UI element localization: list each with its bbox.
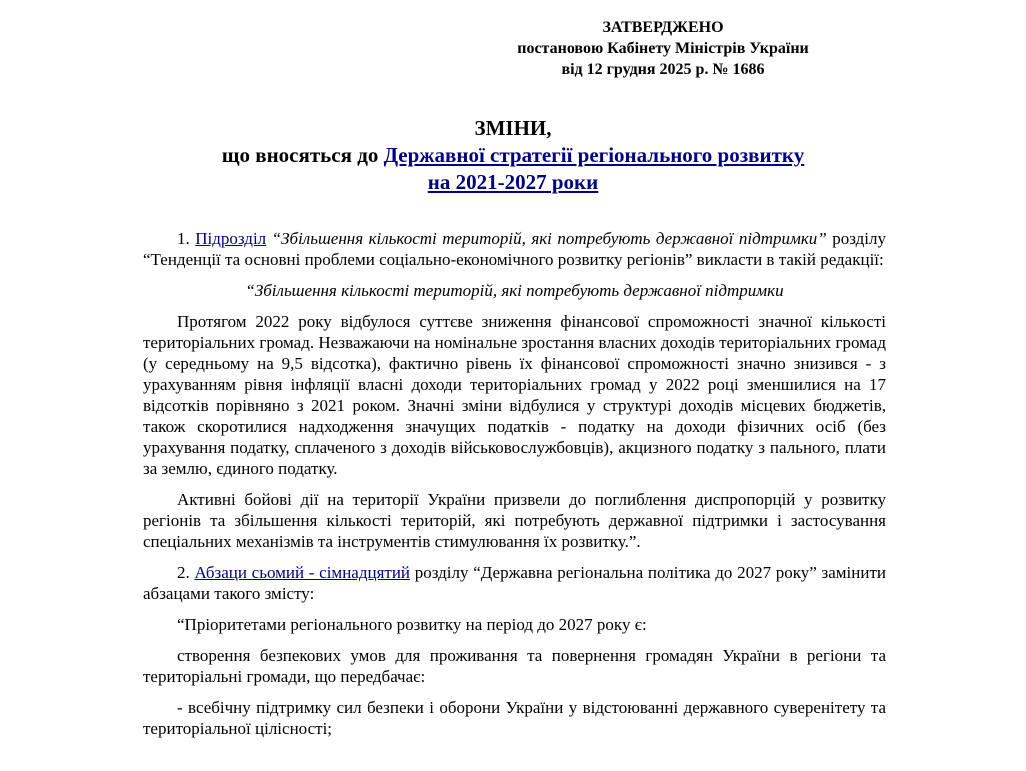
paragraph-financial-capacity: Протягом 2022 року відбулося суттєве зниження фінансової спроможності значної кількості територіальних громад. Незважаючи на номінальне зростання власних доходів територіальних громад (у середньому на 9,5 відсотка), фактично рівень їх фінансової спроможності значно знизився - з урахуванням рівня інфляції власні доходи територіальних громад у 2022 році зменшилися на 17 відсотків порівняно з 2021 роком. Значні зміни відбулися у структурі доходів місцевих бюджетів, також скоротилися надходження значущих податків - податку на доходи фізичних осіб (без урахування податку, сплаченого з доходів військовослужбовців), акцизного податку з пального, плати за землю, єдиного податку. <box>143 312 886 478</box>
item-1-subsection-title: “Збільшення кількості територій, які потребують державної підтримки” <box>266 229 827 248</box>
title-main: ЗМІНИ, <box>474 116 552 140</box>
title-line3 <box>100 169 926 196</box>
paragraphs-link[interactable]: Абзаци сьомий - сімнадцятий <box>194 563 411 582</box>
title-line2 <box>100 142 926 169</box>
paragraph-hostilities: Активні бойові дії на території України призвели до поглиблення диспропорцій у розвитку регіонів та збільшення кількості територій, які потребують державної підтримки і застосування спеціальних механізмів та інструментів стимулювання їх розвитку.”. <box>143 490 886 551</box>
subsection-link[interactable]: Підрозділ <box>195 229 267 248</box>
approval-stamp <box>498 17 828 80</box>
item-2 <box>143 562 886 604</box>
item-2-text: розділу “Державна регіональна політика до 2027 року” замінити абзацами такого змісту: <box>143 563 886 603</box>
title-prefix: що вносяться до <box>221 143 384 167</box>
quote-heading: “Збільшення кількості територій, які потребують державної підтримки <box>245 281 784 300</box>
paragraph-security-conditions: створення безпекових умов для проживання та повернення громадян України в регіони та територіальні громади, що передбачає: <box>143 646 886 686</box>
item-1-text: розділу “Тенденції та основні проблеми соціально-економічного розвитку регіонів” викласти в такій редакції: <box>143 229 887 269</box>
strategy-link-part2[interactable]: на 2021-2027 роки <box>427 170 599 194</box>
item-2-number: 2. <box>177 563 195 582</box>
item-1 <box>143 228 886 270</box>
strategy-link-part1[interactable]: Державної стратегії регіонального розвитку <box>383 143 805 167</box>
paragraph-priorities: “Пріоритетами регіонального розвитку на період до 2027 року є: <box>177 615 647 634</box>
approval-title: ЗАТВЕРДЖЕНО <box>602 19 724 36</box>
item-1-number: 1. <box>177 229 196 248</box>
document-body <box>143 228 886 749</box>
approval-authority: постановою Кабінету Міністрів України <box>517 40 809 57</box>
approval-date: від 12 грудня 2025 р. № 1686 <box>561 61 765 78</box>
paragraph-defense-support: - всебічну підтримку сил безпеки і оборони України у відстоюванні державного суверенітету та територіальної цілісності; <box>143 698 886 738</box>
document-title <box>100 115 926 196</box>
